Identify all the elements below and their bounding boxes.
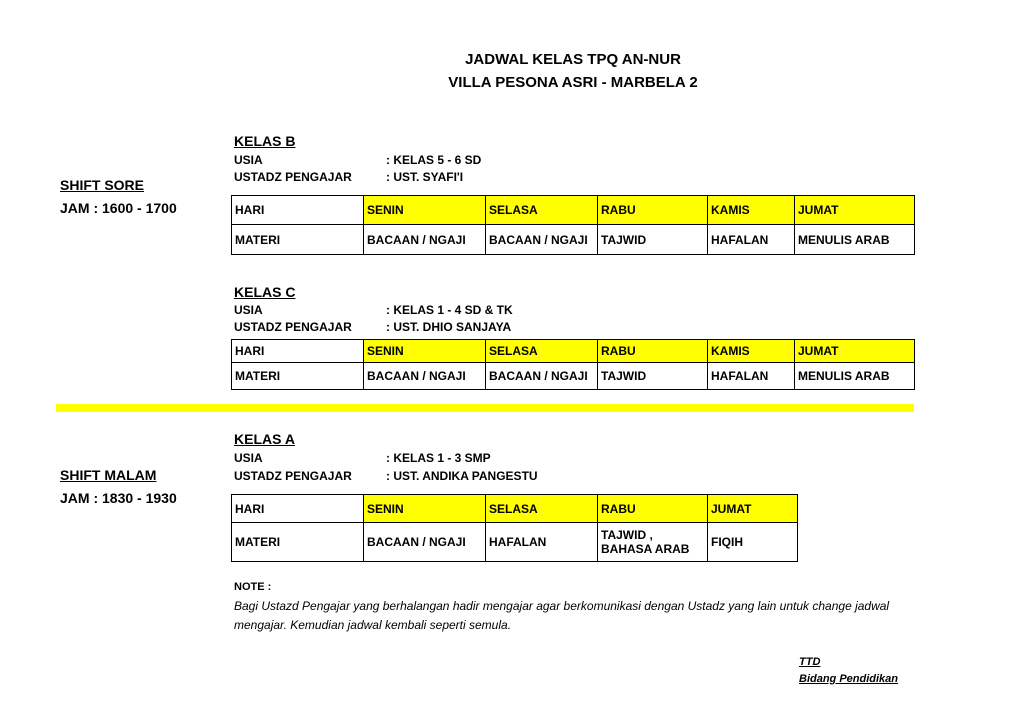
materi-cell: TAJWID , BAHASA ARAB xyxy=(598,523,708,562)
signature-ttd: TTD xyxy=(799,656,821,668)
materi-row xyxy=(232,225,915,255)
usia-label: USIA xyxy=(234,153,263,167)
kelas-c-table xyxy=(231,339,915,390)
kelas-c-ustadz: : UST. DHIO SANJAYA xyxy=(386,320,512,334)
materi-cell: MENULIS ARAB xyxy=(795,363,915,390)
usia-label: USIA xyxy=(234,303,263,317)
day-cell: SELASA xyxy=(486,495,598,523)
kelas-a-title: KELAS A xyxy=(234,431,295,447)
materi-header-cell: MATERI xyxy=(232,363,364,390)
day-cell: SELASA xyxy=(486,196,598,225)
doc-title-line2: VILLA PESONA ASRI - MARBELA 2 xyxy=(448,74,698,91)
hari-header-cell: HARI xyxy=(232,340,364,363)
materi-cell: FIQIH xyxy=(708,523,798,562)
kelas-b-ustadz: : UST. SYAFI'I xyxy=(386,170,464,184)
day-cell: SENIN xyxy=(364,495,486,523)
shift-divider xyxy=(56,404,914,412)
shift-sore-label: SHIFT SORE xyxy=(60,177,145,193)
hari-row xyxy=(232,495,798,523)
kelas-c-usia: : KELAS 1 - 4 SD & TK xyxy=(386,303,513,317)
day-cell: SENIN xyxy=(364,340,486,363)
materi-cell: MENULIS ARAB xyxy=(795,225,915,255)
kelas-b-title: KELAS B xyxy=(234,133,296,149)
hari-row xyxy=(232,196,915,225)
note-text: Bagi Ustazd Pengajar yang berhalangan hadir mengajar agar berkomunikasi dengan Ustadz yang lain untuk change jadwal mengajar. Kemudian jadwal kembali seperti semula. xyxy=(234,599,890,632)
day-cell: RABU xyxy=(598,196,708,225)
hari-header-cell: HARI xyxy=(232,495,364,523)
materi-cell: BACAAN / NGAJI xyxy=(364,523,486,562)
materi-cell: BACAAN / NGAJI xyxy=(486,363,598,390)
materi-header-cell: MATERI xyxy=(232,523,364,562)
ustadz-label: USTADZ PENGAJAR xyxy=(234,469,352,483)
day-cell: RABU xyxy=(598,340,708,363)
materi-cell: BACAAN / NGAJI xyxy=(364,225,486,255)
kelas-a-table xyxy=(231,494,798,562)
materi-header-cell: MATERI xyxy=(232,225,364,255)
materi-cell: HAFALAN xyxy=(486,523,598,562)
materi-row xyxy=(232,363,915,390)
day-cell: KAMIS xyxy=(708,196,795,225)
materi-cell: TAJWID xyxy=(598,225,708,255)
hari-row xyxy=(232,340,915,363)
day-cell: JUMAT xyxy=(795,196,915,225)
materi-cell: HAFALAN xyxy=(708,363,795,390)
day-cell: SENIN xyxy=(364,196,486,225)
materi-cell: TAJWID xyxy=(598,363,708,390)
kelas-c-info xyxy=(234,303,634,335)
materi-cell: BACAAN / NGAJI xyxy=(486,225,598,255)
day-cell: RABU xyxy=(598,495,708,523)
kelas-a-ustadz: : UST. ANDIKA PANGESTU xyxy=(386,469,538,483)
shift-sore-time: JAM : 1600 - 1700 xyxy=(60,200,177,216)
kelas-a-info xyxy=(234,451,634,483)
note-title: NOTE : xyxy=(234,581,272,593)
signature-dept: Bidang Pendidikan xyxy=(799,673,899,685)
day-cell: JUMAT xyxy=(795,340,915,363)
usia-label: USIA xyxy=(234,451,263,465)
kelas-b-info xyxy=(234,153,634,185)
materi-cell: HAFALAN xyxy=(708,225,795,255)
kelas-b-table xyxy=(231,195,915,255)
materi-cell: BACAAN / NGAJI xyxy=(364,363,486,390)
materi-row xyxy=(232,523,798,562)
kelas-a-usia: : KELAS 1 - 3 SMP xyxy=(386,451,491,465)
ustadz-label: USTADZ PENGAJAR xyxy=(234,320,352,334)
kelas-c-title: KELAS C xyxy=(234,284,296,300)
kelas-b-usia: : KELAS 5 - 6 SD xyxy=(386,153,482,167)
day-cell: SELASA xyxy=(486,340,598,363)
hari-header-cell: HARI xyxy=(232,196,364,225)
day-cell: KAMIS xyxy=(708,340,795,363)
day-cell: JUMAT xyxy=(708,495,798,523)
doc-title-line1: JADWAL KELAS TPQ AN-NUR xyxy=(465,51,681,68)
shift-malam-label: SHIFT MALAM xyxy=(60,467,157,483)
ustadz-label: USTADZ PENGAJAR xyxy=(234,170,352,184)
shift-malam-time: JAM : 1830 - 1930 xyxy=(60,490,177,506)
